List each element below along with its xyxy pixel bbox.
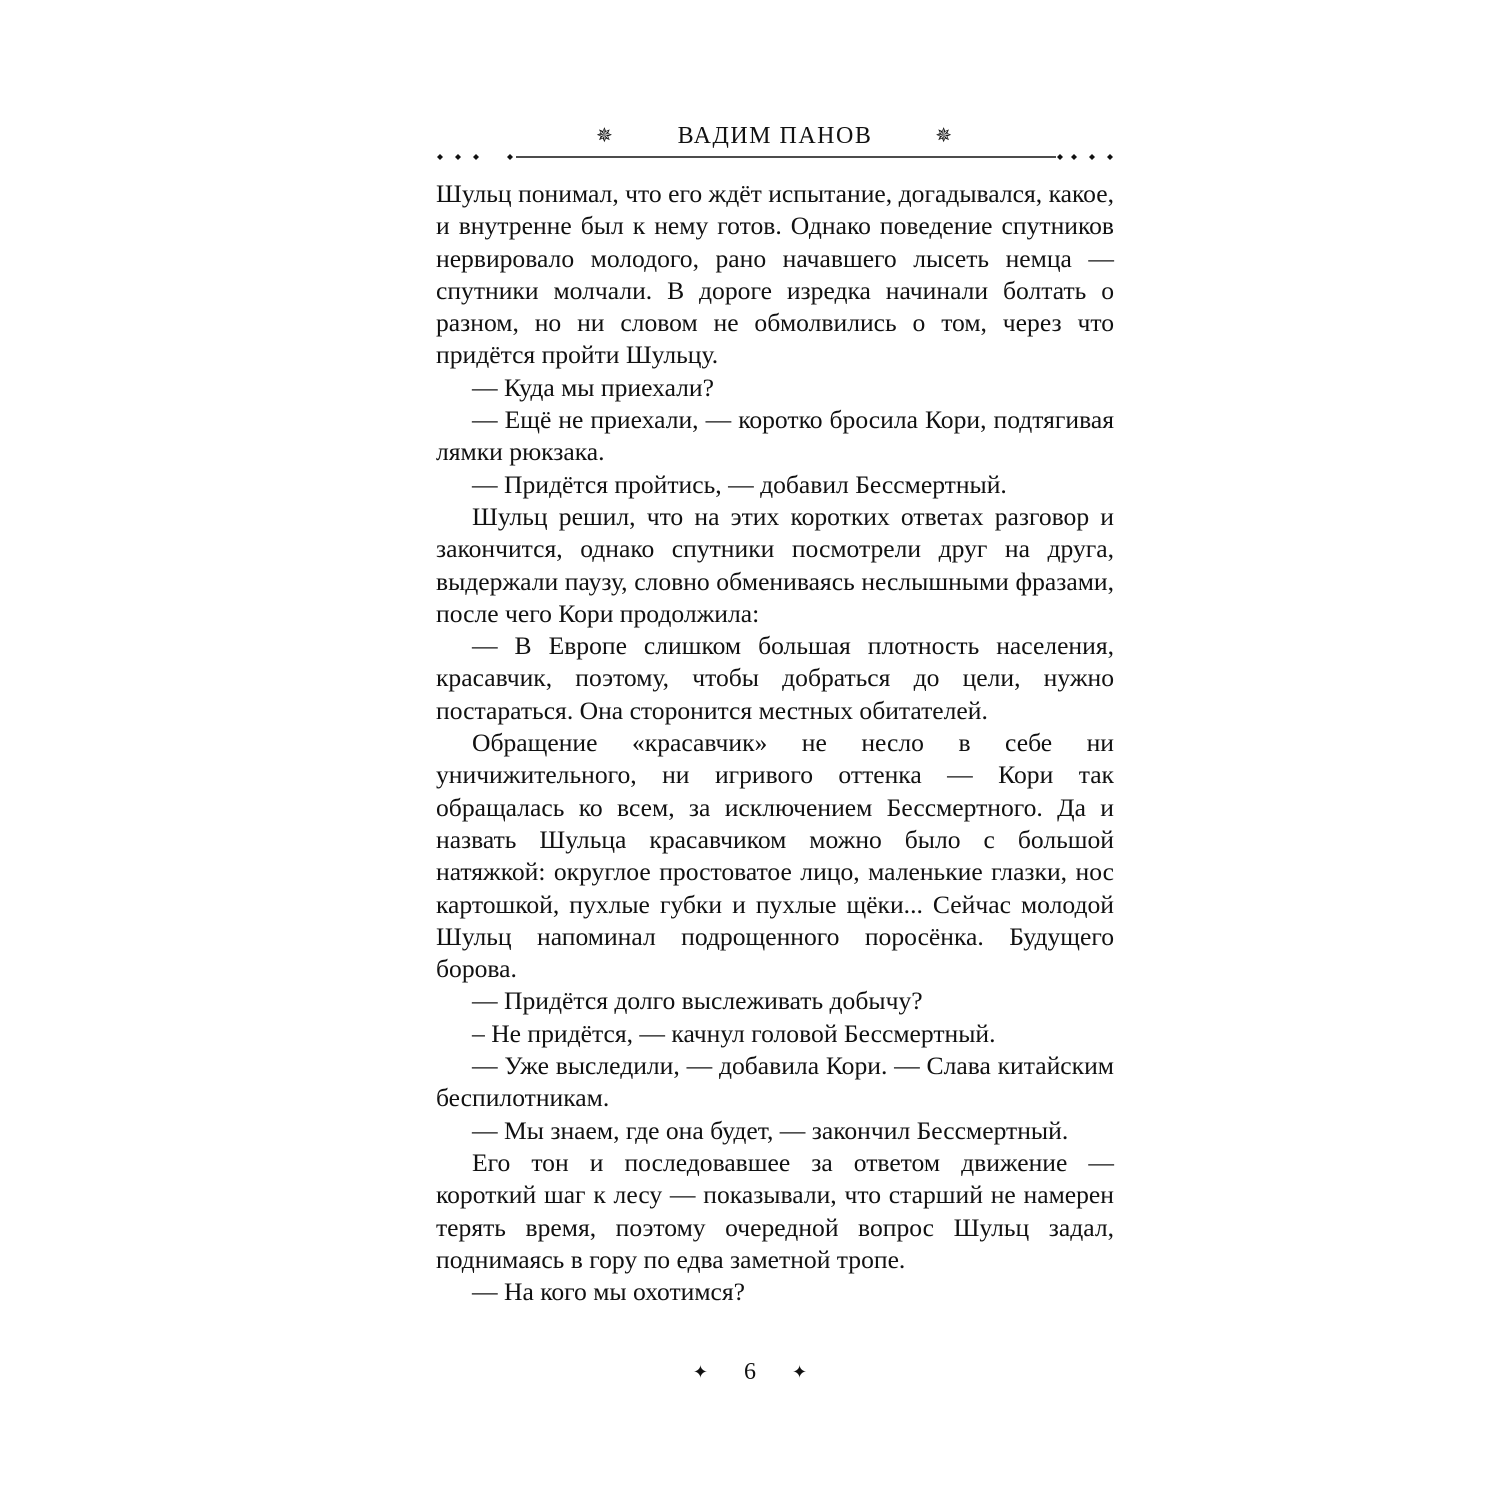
footer-ornament-right-icon: ✦ [792,1362,808,1383]
running-header [436,116,1114,176]
header-rule [436,154,1114,160]
dialogue-line: — Придётся пройтись, — добавил Бессмертный. [472,469,1007,499]
header-ornament-left-icon: ✵ [596,125,613,147]
dialogue-line: — В Европе слишком большая плотность населения, красавчик, поэтому, чтобы добраться до цели, нужно постараться. Она сторонится местных обитателей. [436,631,1114,725]
header-rule-diamonds-left-icon [437,154,513,160]
author-name: ВАДИМ ПАНОВ [677,123,873,149]
paragraph: Шульц решил, что на этих коротких ответах разговор и закончится, однако спутники посмотрели друг на друга, выдержали паузу, словно обмениваясь неслышными фразами, после чего Кори продолжила: [436,501,1114,628]
header-rule-diamonds-right-icon [1057,154,1113,160]
body-text [436,178,1114,1308]
dialogue-line: — Придётся долго выслеживать добычу? [472,986,923,1016]
paragraph: Шульц понимал, что его ждёт испытание, догадывался, какое, и внутренне был к нему готов. Однако поведение спутников нервировало молодого, рано начавшего лысеть немца — спутники молчали. В дороге изредка начинали болтать о разном, но ни словом не обмолвились о том, через что придётся пройти Шульцу. [436,179,1114,370]
dialogue-line: — Уже выследили, — добавила Кори. — Слава китайским беспилотникам. [436,1051,1114,1113]
dialogue-line: — Ещё не приехали, — коротко бросила Кори, подтягивая лямки рюкзака. [436,405,1114,467]
paragraph: Обращение «красавчик» не несло в себе ни уничижительного, ни игривого оттенка — Кори так обращалась ко всем, за исключением Бессмертного. Да и назвать Шульца красавчиком можно было с большой натяжкой: округлое простоватое лицо, маленькие глазки, нос картошкой, пухлые губки и пухлые щёки... Сейчас молодой Шульц напоминал подрощенного поросёнка. Будущего борова. [436,728,1114,984]
page-footer [0,1356,1500,1387]
dialogue-line: — Куда мы приехали? [472,372,714,402]
header-ornament-right-icon: ✵ [935,125,952,147]
page-number: 6 [744,1359,756,1386]
dialogue-line: – Не придётся, — качнул головой Бессмертный. [472,1018,996,1048]
dialogue-line: — Мы знаем, где она будет, — закончил Бессмертный. [472,1115,1069,1145]
dialogue-line: — На кого мы охотимся? [472,1277,746,1307]
footer-ornament-left-icon: ✦ [692,1362,708,1383]
paragraph: Его тон и последовавшее за ответом движение — короткий шаг к лесу — показывали, что старший не намерен терять время, поэтому очередной вопрос Шульц задал, поднимаясь в гору по едва заметной тропе. [436,1147,1114,1274]
